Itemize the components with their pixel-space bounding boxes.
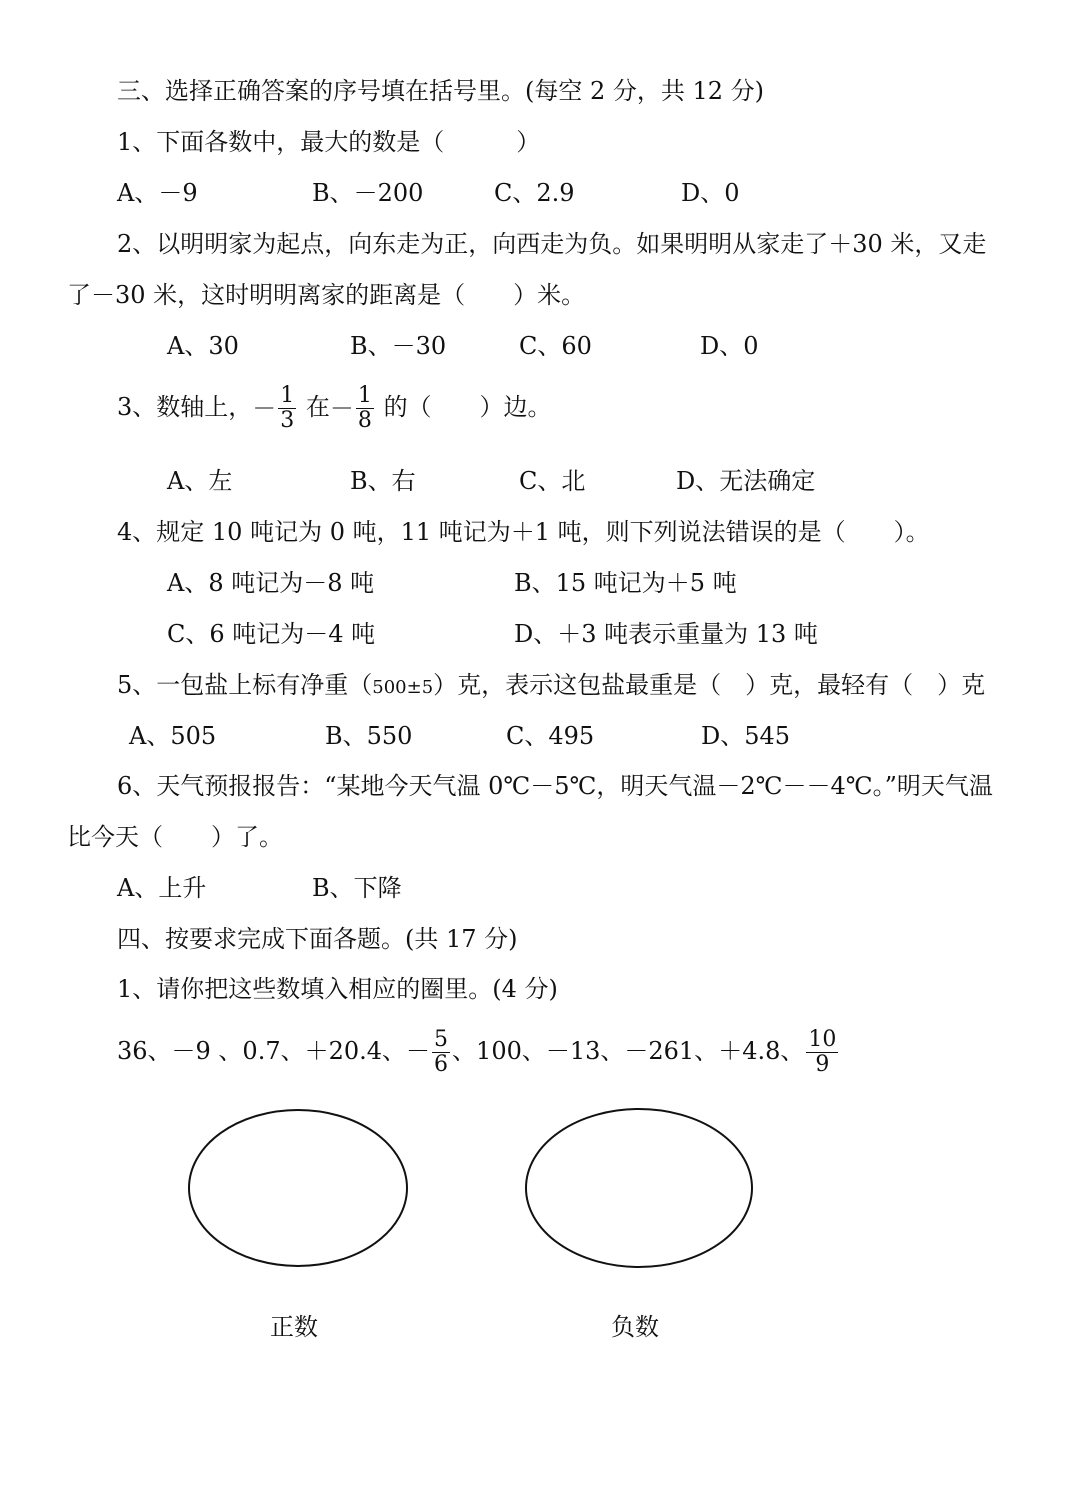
question-6-line1: 6、天气预报报告：“某地今天气温 0℃－5℃，明天气温－2℃－－4℃。”明天气温	[117, 772, 993, 800]
q3-fraction-1-numerator: 1	[280, 383, 295, 408]
q4-option-d: D、＋3 吨表示重量为 13 吨	[514, 620, 818, 648]
number-fraction-1-numerator: 5	[434, 1027, 449, 1052]
q5-option-c: C、495	[506, 722, 595, 750]
section4-question-1-text: 1、请你把这些数填入相应的圈里。(4 分)	[117, 975, 558, 1003]
q3-prefix: 3、数轴上，	[117, 393, 253, 421]
q6-option-a: A、上升	[117, 874, 207, 902]
q1-option-d: D、0	[681, 179, 740, 207]
q2-option-a: A、30	[167, 332, 239, 360]
number-list-part-b: 、100、－13、－261、＋4.8、	[452, 1037, 805, 1065]
q1-option-c: C、2.9	[494, 179, 575, 207]
number-list-part-a: 36、－9 、0.7、＋20.4、－	[117, 1037, 431, 1065]
number-fraction-2-denominator: 9	[815, 1052, 830, 1077]
negative-numbers-label: 负数	[611, 1313, 659, 1341]
question-6-line2: 比今天（ ）了。	[67, 823, 283, 851]
q3-option-a: A、左	[167, 467, 233, 495]
q3-fraction-1-denominator: 3	[280, 408, 295, 433]
question-2-line2: 了－30 米，这时明明离家的距离是（ ）米。	[67, 281, 586, 309]
q4-option-b: B、15 吨记为＋5 吨	[514, 569, 737, 597]
q3-mid: 在	[305, 393, 330, 421]
number-fraction-1-denominator: 6	[434, 1052, 449, 1077]
negative-numbers-oval[interactable]	[526, 1109, 752, 1267]
number-fraction-2-numerator: 10	[808, 1027, 837, 1052]
positive-numbers-oval[interactable]	[189, 1110, 407, 1266]
q5-option-b: B、550	[325, 722, 413, 750]
q3-option-b: B、右	[350, 467, 416, 495]
q1-option-a: A、－9	[117, 179, 198, 207]
q2-option-b: B、－30	[350, 332, 447, 360]
q5-weight: 500±5	[372, 677, 434, 698]
q3-fraction-2-denominator: 8	[357, 408, 372, 433]
q2-option-d: D、0	[700, 332, 759, 360]
q3-option-c: C、北	[519, 467, 586, 495]
q5-part2: ）克，表示这包盐最重是（ ）克，最轻有（ ）克	[433, 671, 986, 699]
question-2-line1: 2、以明明家为起点，向东走为正，向西走为负。如果明明从家走了＋30 米，又走	[117, 230, 987, 258]
q3-suffix: 的（ ）边。	[383, 393, 552, 421]
q5-option-d: D、545	[701, 722, 791, 750]
q3-fraction-2-numerator: 1	[357, 383, 372, 408]
q3-minus-2: －	[329, 394, 354, 423]
q4-option-c: C、6 吨记为－4 吨	[167, 620, 376, 648]
section4-title: 四、按要求完成下面各题。(共 17 分)	[117, 925, 518, 953]
positive-numbers-label: 正数	[270, 1313, 318, 1341]
question-1-text: 1、下面各数中，最大的数是（ ）	[117, 128, 541, 156]
q3-minus-1: －	[252, 394, 277, 423]
q2-option-c: C、60	[519, 332, 592, 360]
q3-option-d: D、无法确定	[676, 467, 816, 495]
q1-option-b: B、－200	[312, 179, 424, 207]
section3-title: 三、选择正确答案的序号填在括号里。(每空 2 分，共 12 分)	[117, 77, 765, 105]
q5-part1: 5、一包盐上标有净重（	[117, 671, 373, 699]
q6-option-b: B、下降	[312, 874, 402, 902]
q5-option-a: A、505	[129, 722, 217, 750]
q4-option-a: A、8 吨记为－8 吨	[167, 569, 375, 597]
question-4-text: 4、规定 10 吨记为 0 吨，11 吨记为＋1 吨，则下列说法错误的是（ ）。	[117, 518, 930, 546]
